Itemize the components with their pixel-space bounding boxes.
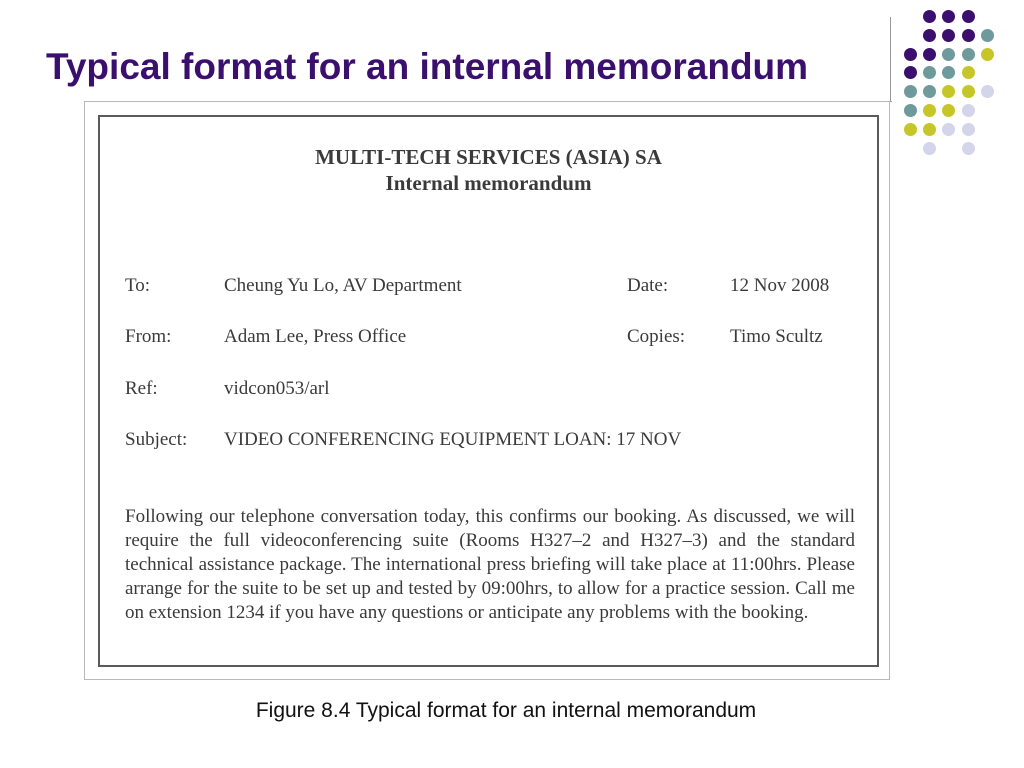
decorative-dot <box>904 48 917 61</box>
decorative-dot <box>962 10 975 23</box>
decorative-dot <box>962 104 975 117</box>
slide-title: Typical format for an internal memorandum <box>46 46 809 87</box>
decorative-dot <box>923 85 936 98</box>
to-label: To: <box>125 275 151 296</box>
date-label: Date: <box>627 275 669 296</box>
decorative-dot <box>904 104 917 117</box>
date-value: 12 Nov 2008 <box>730 275 830 296</box>
decorative-dot <box>942 123 955 136</box>
decorative-dot <box>923 66 936 79</box>
decorative-dot <box>942 66 955 79</box>
decorative-dot <box>923 142 936 155</box>
decorative-dot <box>904 123 917 136</box>
decorative-dot <box>962 85 975 98</box>
decorative-dot <box>904 66 917 79</box>
decorative-dot <box>923 10 936 23</box>
ref-label: Ref: <box>125 378 158 399</box>
decorative-dot <box>962 123 975 136</box>
ref-value: vidcon053/arl <box>224 378 330 399</box>
memo-body: Following our telephone conversation today, this confirms our booking. As discussed, we will require the full videoconferencing suite (Rooms H327–2 and H327–3) and the standard technical assistance package. The international press briefing will take place at 11:00hrs. Please arrange for the suite to be set up and tested by 09:00hrs, to allow for a practice session. Call me on extension 1234 if you have any questions or anticipate any problems with the booking. <box>125 506 855 623</box>
vertical-divider <box>890 17 891 102</box>
copies-value: Timo Scultz <box>730 326 823 347</box>
decorative-dot <box>942 85 955 98</box>
figure-caption: Figure 8.4 Typical format for an internal memorandum <box>255 699 757 722</box>
decorative-dot <box>942 104 955 117</box>
decorative-dot <box>962 29 975 42</box>
decorative-dot <box>981 85 994 98</box>
decorative-dot <box>962 48 975 61</box>
decorative-dot <box>942 10 955 23</box>
decorative-dot <box>904 85 917 98</box>
memo-document <box>98 115 879 667</box>
decorative-dot <box>923 29 936 42</box>
decorative-dot <box>942 48 955 61</box>
memo-doc-type: Internal memorandum <box>385 171 592 195</box>
decorative-dot <box>942 29 955 42</box>
decorative-dot <box>962 142 975 155</box>
from-value: Adam Lee, Press Office <box>224 326 407 347</box>
to-value: Cheung Yu Lo, AV Department <box>224 275 462 296</box>
decorative-dot <box>962 66 975 79</box>
subject-value: VIDEO CONFERENCING EQUIPMENT LOAN: 17 NOV <box>224 429 682 450</box>
decorative-dot <box>981 29 994 42</box>
copies-label: Copies: <box>627 326 686 347</box>
subject-label: Subject: <box>125 429 188 450</box>
decorative-dot <box>923 48 936 61</box>
decorative-dot-grid <box>904 10 1014 170</box>
memo-figure <box>84 101 890 680</box>
from-label: From: <box>125 326 172 347</box>
decorative-dot <box>923 104 936 117</box>
memo-company: MULTI-TECH SERVICES (ASIA) SA <box>315 145 662 169</box>
decorative-dot <box>923 123 936 136</box>
decorative-dot <box>981 48 994 61</box>
